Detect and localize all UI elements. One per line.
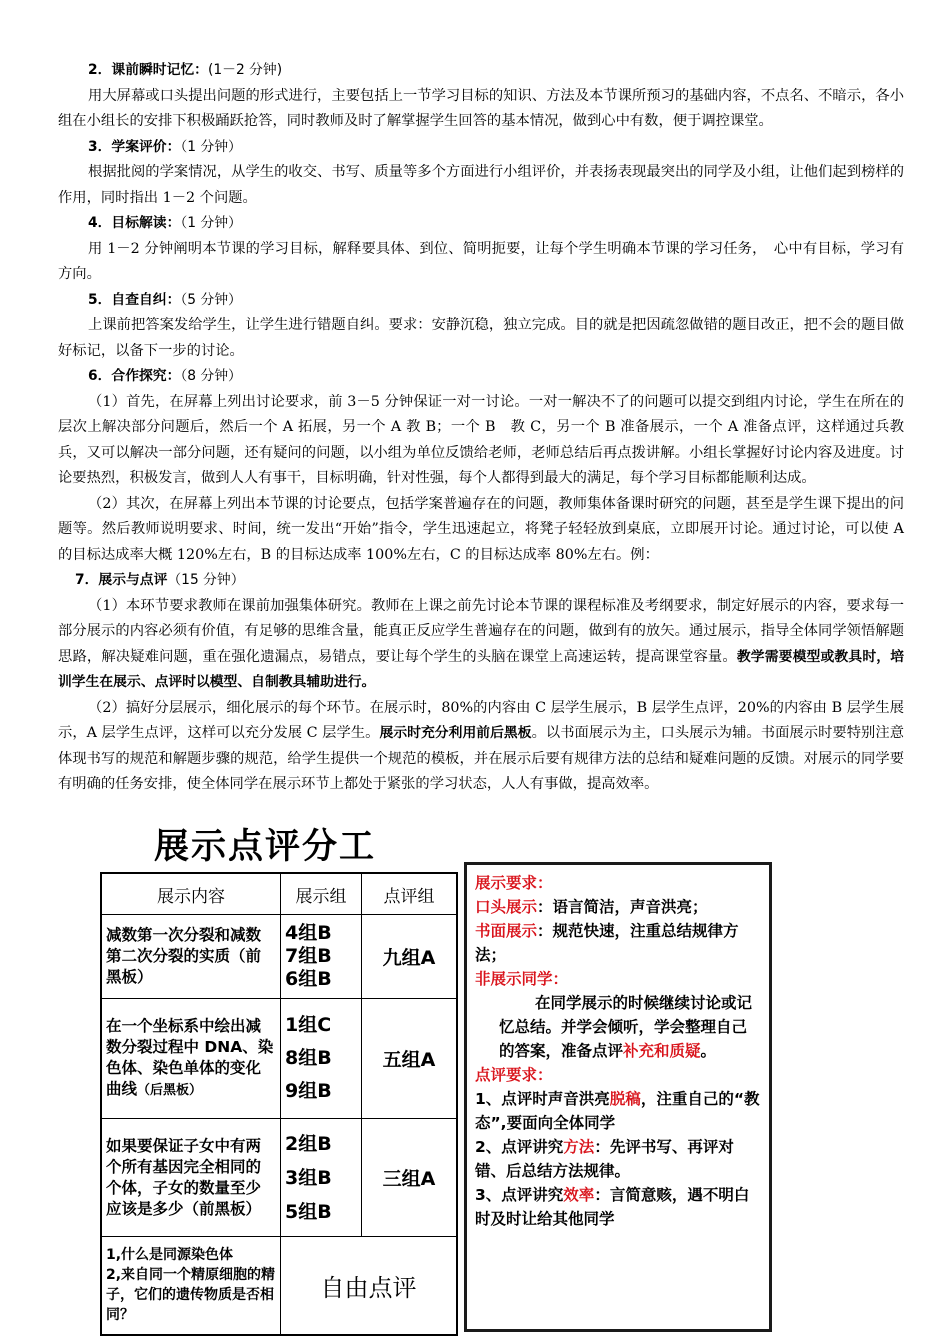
free-questions <box>101 1237 281 1335</box>
header-review-group: 点评组 <box>362 873 458 915</box>
header-content: 展示内容 <box>101 873 281 915</box>
row-groups <box>281 915 362 999</box>
section-3-body: 根据批阅的学案情况，从学生的收交、书写、质量等多个方面进行小组评价，并表扬表现最突出的同学及小组，让他们起到榜样的作用，同时指出 1－2 个问题。 <box>58 164 904 206</box>
non-presenter-text-end: 。 <box>700 1042 717 1060</box>
group-item: 7组B <box>285 945 332 967</box>
review-rule-3-a: 3、点评讲究 <box>475 1186 564 1204</box>
section-7-para-1-emphasis: 教学需要模型或教具时，培训学生在展示、点评时以模型、自制教具辅助进行。 <box>58 648 904 690</box>
free-review-label: 自由点评 <box>281 1237 458 1335</box>
row-groups <box>281 999 362 1119</box>
row-content <box>101 999 281 1119</box>
group-item: 5组B <box>285 1200 332 1223</box>
oral-requirement <box>475 895 761 919</box>
section-4-time: （1 分钟） <box>180 215 242 231</box>
section-7-para-2-text-b: 。以书面展示为主，口头展示为辅。书面展示时要特别注意体现书写的规范和解题步骤的规范，给学生提供一个规范的模板，并在展示后要有规律方法的总结和疑难问题的反馈。对展示的同学要有明确的任务安排，使全体同学在展示环节上都处于紧张的学习状态，人人有事做，提高效率。 <box>58 725 905 792</box>
oral-text: ：语言简洁，声音洪亮； <box>537 898 708 916</box>
review-rule-3-highlight: 效率 <box>563 1186 595 1204</box>
group-item: 1组C <box>285 1014 332 1036</box>
section-4-heading <box>58 211 904 237</box>
written-label: 书面展示 <box>475 922 538 940</box>
written-requirement <box>475 919 761 967</box>
section-3-title: 3．学案评价： <box>88 138 181 155</box>
section-7-title: 7．展示与点评 <box>75 572 168 588</box>
section-5-body: 上课前把答案发给学生，让学生进行错题自纠。要求：安静沉稳，独立完成。目的就是把因疏忽做错的题目改正，把不会的题目做好标记，以备下一步的讨论。 <box>58 317 904 359</box>
section-5-heading <box>58 288 904 314</box>
header-show-group: 展示组 <box>281 873 362 915</box>
section-6-time: （8 分钟） <box>180 368 242 384</box>
section-6-title: 6．合作探究： <box>88 368 181 384</box>
group-item: 9组B <box>285 1080 332 1102</box>
review-rule-1-a: 1、点评时声音洪亮 <box>475 1090 610 1108</box>
non-presenter-text-a: 在同学展示的时候继续讨论或记忆总结。并学会倾听，学会整理自己的答案，准备点评 <box>499 994 753 1060</box>
row-content: 减数第一次分裂和减数第二次分裂的实质（前黑板） <box>101 915 281 999</box>
row-content-note: （后黑板） <box>137 1083 203 1098</box>
oral-label: 口头展示 <box>475 898 538 916</box>
section-6-heading <box>58 364 904 390</box>
section-6-para-1: （1）首先，在屏幕上列出讨论要求，前 3－5 分钟保证一对一讨论。一对一解决不了的问题可以提交到组内讨论，学生在所在的层次上解决部分问题后，然后一个 A 拓展，另一个 A 教 B；一个 B 教 C，另一个 B 准备展示，一个 A 准备点评，这样通过兵教兵，又可以解决一部分问题，还有疑问的问题，以小组为单位反馈给老师，老师总结后再点拨讲解。小组长掌握好讨论内容及进度。讨论要热烈，积极发言，做到人人有事干，目标明确，针对性强，每个人都得到最大的满足，每个学习目标都能顺利达成。 <box>58 393 904 486</box>
show-requirements-title: 展示要求： <box>475 874 553 892</box>
review-rule-3 <box>475 1183 761 1231</box>
section-5-title: 5．自查自纠： <box>88 291 181 308</box>
section-4-title: 4．目标解读： <box>88 215 181 231</box>
assignment-table <box>100 872 458 1336</box>
table-row <box>101 1119 457 1237</box>
section-2-time: (1－2 分钟) <box>207 62 283 78</box>
group-item: 2组B <box>285 1132 332 1155</box>
section-3-time: （1 分钟） <box>180 138 242 155</box>
review-rule-1 <box>475 1087 761 1135</box>
review-rule-2-a: 2、点评讲究 <box>475 1138 564 1156</box>
table-row <box>101 915 457 999</box>
group-item: 4组B <box>285 922 332 944</box>
group-item: 3组B <box>285 1166 332 1189</box>
section-7-para-2 <box>58 696 904 798</box>
written-text: ：规范快速，注重总结规律方法； <box>475 922 739 964</box>
review-rule-2-b: ：先评书写、再评对错、后总结方法规律。 <box>475 1138 734 1180</box>
section-7-para-1-text: （1）本环节要求教师在课前加强集体研究。教师在上课之前先讨论本节课的课程标准及考纲要求，制定好展示的内容，要求每一部分展示的内容必须有价值，有足够的思维含量，能真正反应学生普遍存在的问题，做到有的放矢。通过展示，指导全体同学领悟解题思路，解决疑难问题，重在强化遗漏点，易错点，要让每个学生的头脑在课堂上高速运转，提高课堂容量。 <box>58 597 904 665</box>
row-reviewer: 三组A <box>362 1119 458 1237</box>
section-3-heading <box>58 135 904 161</box>
section-7-heading <box>58 568 904 594</box>
section-2-title: 2．课前瞬时记忆： <box>88 62 208 78</box>
non-presenter-text <box>475 991 761 1063</box>
table-header-row <box>101 873 457 915</box>
section-4-body: 用 1－2 分钟阐明本节课的学习目标，解释要具体、到位、简明扼要，让每个学生明确本节课的学习任务， 心中有目标，学习有方向。 <box>58 240 904 282</box>
review-rule-2 <box>475 1135 761 1183</box>
section-5-time: （5 分钟） <box>180 291 242 308</box>
review-rule-1-b: ，注重自己的“教态”,要面向全体同学 <box>475 1090 760 1132</box>
requirements-box <box>464 862 772 1332</box>
free-question-1: 1,什么是同源染色体 <box>106 1247 234 1264</box>
review-requirements-title: 点评要求： <box>475 1066 553 1084</box>
row-content: 如果要保证子女中有两个所有基因完全相同的个体，子女的数量至少应该是多少（前黑板） <box>101 1119 281 1237</box>
section-6-para-2: （2）其次，在屏幕上列出本节课的讨论要点，包括学案普遍存在的问题，教师集体备课时研究的问题，甚至是学生课下提出的问题等。然后教师说明要求、时间，统一发出“开始”指令，学生迅速起立，将凳子轻轻放到桌底，立即展开讨论。通过讨论，可以使 A 的目标达成率大概 120%左右，B 的目标达成率 100%左右，C 的目标达成率 80%左右。例： <box>58 495 904 563</box>
row-groups <box>281 1119 362 1237</box>
review-rule-3-b: ：言简意赅，遇不明白时及时让给其他同学 <box>475 1186 750 1228</box>
free-question-2: 2,来自同一个精原细胞的精子，它们的遗传物质是否相同？ <box>106 1267 276 1324</box>
row-reviewer: 五组A <box>362 999 458 1119</box>
review-rule-2-highlight: 方法 <box>563 1138 595 1156</box>
section-7-para-2-emphasis: 展示时充分利用前后黑板 <box>379 725 532 741</box>
non-presenter-title: 非展示同学： <box>475 970 569 988</box>
slide-image <box>100 824 790 1334</box>
group-item: 8组B <box>285 1047 332 1069</box>
section-7-para-1 <box>58 594 904 696</box>
table-row <box>101 999 457 1119</box>
non-presenter-highlight: 补充和质疑 <box>623 1042 701 1060</box>
row-content-text: 在一个坐标系中绘出减数分裂过程中 DNA、染色体、染色单体的变化曲线 <box>106 1017 274 1098</box>
review-rule-1-highlight: 脱稿 <box>609 1090 641 1108</box>
section-7-para-2-text-a: （2）搞好分层展示，细化展示的每个环节。在展示时，80%的内容由 C 层学生展示，B 层学生点评，20%的内容由 B 层学生展示，A 层学生点评，这样可以充分发展 C 层学生。 <box>58 699 904 741</box>
slide-title: 展示点评分工 <box>154 824 376 870</box>
row-reviewer: 九组A <box>362 915 458 999</box>
group-item: 6组B <box>285 968 332 990</box>
table-row <box>101 1237 457 1335</box>
document-body <box>58 58 904 798</box>
section-2-body: 用大屏幕或口头提出问题的形式进行，主要包括上一节学习目标的知识、方法及本节课所预习的基础内容，不点名、不暗示，各小组在小组长的安排下积极踊跃抢答，同时教师及时了解掌握学生回答的基本情况，做到心中有数，便于调控课堂。 <box>58 87 904 129</box>
section-2-heading <box>58 58 904 84</box>
section-7-time: （15 分钟） <box>167 572 245 588</box>
